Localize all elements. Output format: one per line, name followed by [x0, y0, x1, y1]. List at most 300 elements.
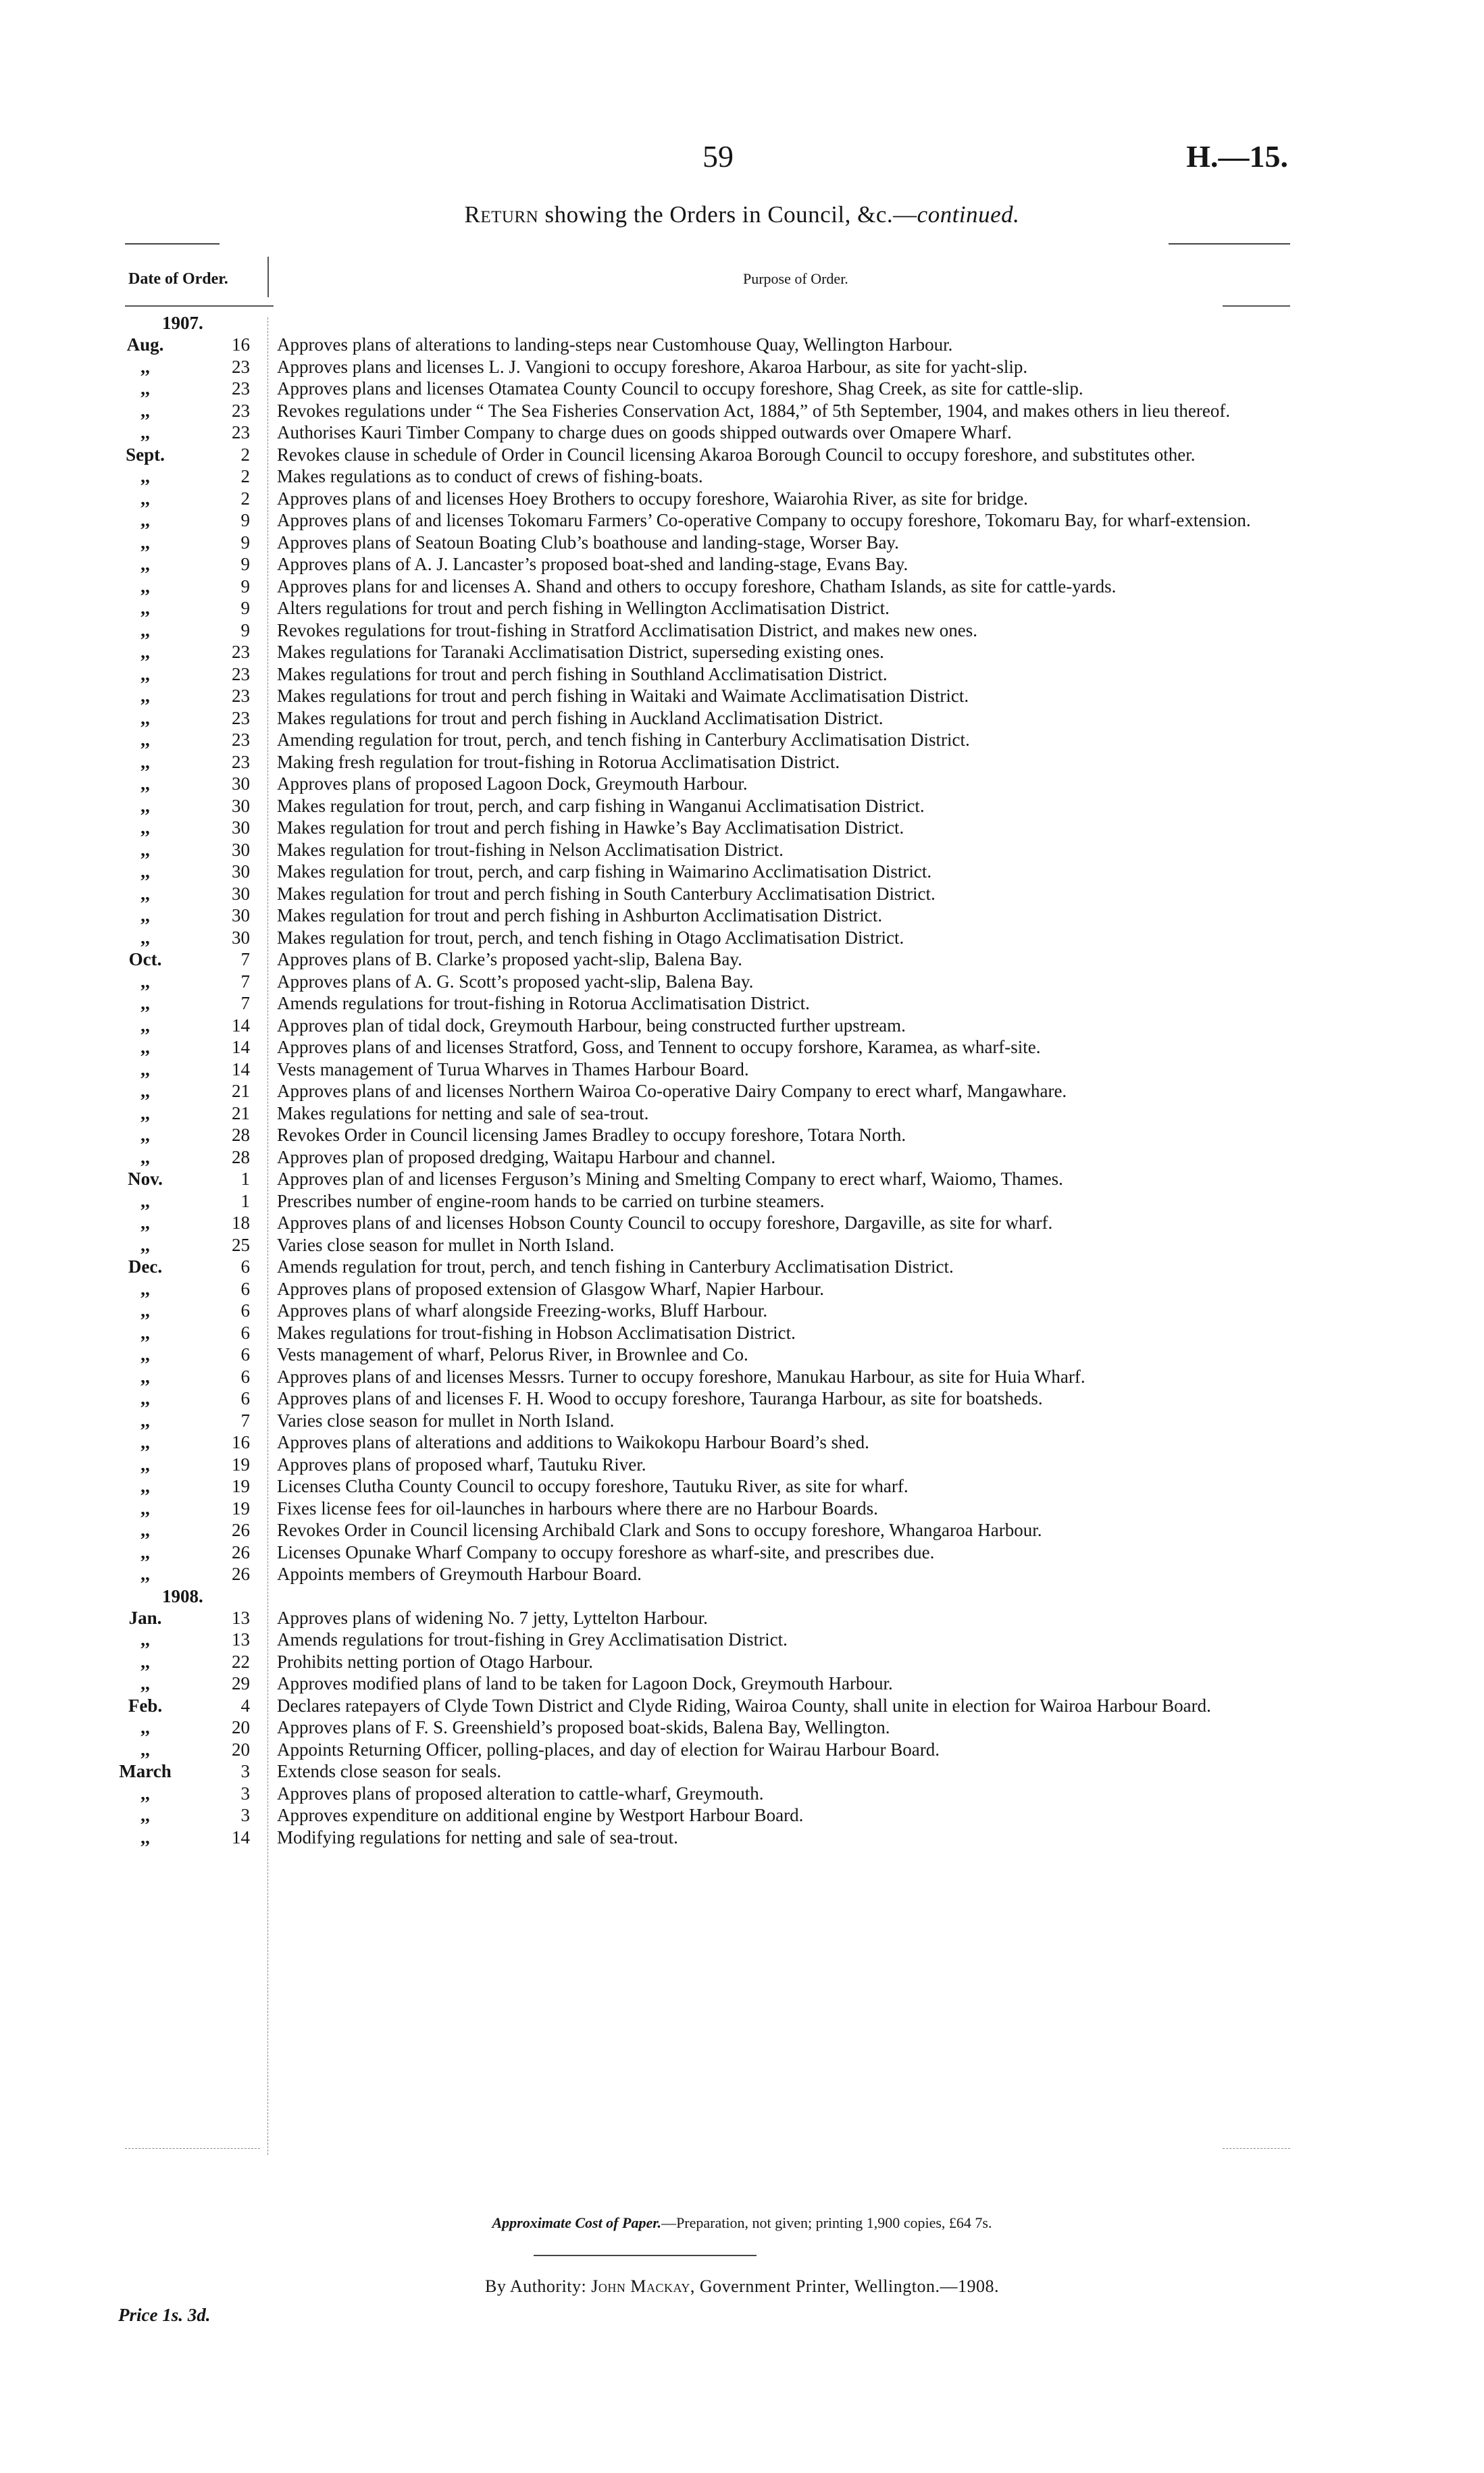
order-day: 6: [240, 1322, 250, 1343]
order-month: ,,: [140, 905, 150, 925]
order-purpose: Approves plans of proposed extension of Glasgow Wharf, Napier Harbour.: [277, 1278, 825, 1299]
order-purpose: Makes regulations for trout-fishing in Hobson Acclimatisation District.: [277, 1322, 796, 1343]
order-month: ,,: [140, 1015, 150, 1036]
header-rule-left: [125, 243, 220, 245]
order-day: 23: [232, 356, 250, 377]
order-month: ,,: [140, 356, 150, 377]
order-purpose: Appoints Returning Officer, polling-places, and day of election for Wairau Harbour Board.: [277, 1739, 940, 1760]
order-day: 23: [232, 422, 250, 442]
order-day: 21: [232, 1102, 250, 1123]
order-month: ,,: [140, 422, 150, 442]
order-purpose: Fixes license fees for oil-launches in harbours where there are no Harbour Boards.: [277, 1498, 878, 1519]
order-row: [0, 1475, 1484, 1498]
column-header-purpose: Purpose of Order.: [743, 270, 848, 287]
cost-text: —Preparation, not given; printing 1,900 copies, £64 7s.: [661, 2214, 992, 2231]
order-day: 7: [240, 971, 250, 992]
order-row: [0, 1366, 1484, 1388]
order-month: ,,: [140, 576, 150, 596]
order-month: ,,: [140, 993, 150, 1013]
order-row: [0, 400, 1484, 422]
order-row: [0, 1541, 1484, 1564]
order-day: 26: [232, 1564, 250, 1584]
order-row: [0, 904, 1484, 927]
order-day: 9: [240, 598, 250, 618]
order-month: ,,: [140, 707, 150, 728]
order-month: Aug.: [126, 334, 164, 355]
order-day: 9: [240, 554, 250, 574]
order-purpose: Approves plans of A. G. Scott’s proposed yacht-slip, Balena Bay.: [277, 971, 754, 992]
order-day: 13: [232, 1607, 250, 1628]
order-month: ,,: [140, 773, 150, 794]
order-purpose: Revokes Order in Council licensing Archibald Clark and Sons to occupy foreshore, Whangaroa Harbour.: [277, 1520, 1042, 1540]
order-month: ,,: [140, 1388, 150, 1408]
order-month: ,,: [140, 861, 150, 882]
order-row: [0, 576, 1484, 598]
order-row: [0, 1124, 1484, 1146]
order-month: March: [119, 1761, 172, 1781]
order-day: 30: [232, 817, 250, 838]
authority-suffix: , Government Printer, Wellington.—1908.: [690, 2276, 999, 2296]
order-purpose: Varies close season for mullet in North Island.: [277, 1410, 615, 1431]
order-month: ,,: [140, 1410, 150, 1431]
order-month: ,,: [140, 554, 150, 574]
order-month: ,,: [140, 1541, 150, 1562]
order-purpose: Extends close season for seals.: [277, 1761, 502, 1781]
order-day: 6: [240, 1300, 250, 1321]
order-day: 6: [240, 1344, 250, 1365]
order-row: [0, 751, 1484, 773]
order-purpose: Approves plans of and licenses F. H. Wood to occupy foreshore, Tauranga Harbour, as site for boatsheds.: [277, 1388, 1043, 1408]
order-row: [0, 532, 1484, 554]
order-row: [0, 1300, 1484, 1322]
order-day: 20: [232, 1739, 250, 1760]
order-purpose: Approves plans of alterations and additions to Waikokopu Harbour Board’s shed.: [277, 1432, 869, 1452]
order-row: [0, 1234, 1484, 1256]
order-row: [0, 971, 1484, 993]
header-underline-left: [125, 305, 274, 307]
order-purpose: Makes regulations for trout and perch fishing in Southland Acclimatisation District.: [277, 663, 888, 684]
order-row: [0, 1695, 1484, 1717]
order-row: [0, 1080, 1484, 1102]
order-purpose: Makes regulations for trout and perch fishing in Waitaki and Waimate Acclimatisation District.: [277, 686, 969, 706]
order-row: [0, 1804, 1484, 1827]
order-month: ,,: [140, 1102, 150, 1123]
order-month: ,,: [140, 1300, 150, 1321]
order-month: ,,: [140, 686, 150, 706]
order-purpose: Makes regulation for trout, perch, and carp fishing in Wanganui Acclimatisation District.: [277, 795, 925, 816]
order-month: ,,: [140, 1717, 150, 1737]
year-heading: [0, 1585, 1484, 1607]
order-purpose: Licenses Opunake Wharf Company to occupy foreshore as wharf-site, and prescribes due.: [277, 1541, 935, 1562]
order-purpose: Approves plans of wharf alongside Freezing-works, Bluff Harbour.: [277, 1300, 768, 1321]
order-month: ,,: [140, 1059, 150, 1079]
order-month: ,,: [140, 1278, 150, 1299]
order-day: 29: [232, 1673, 250, 1693]
order-purpose: Approves plans of alterations to landing-steps near Customhouse Quay, Wellington Harbour.: [277, 334, 953, 355]
order-day: 14: [232, 1059, 250, 1079]
order-month: Sept.: [126, 444, 165, 465]
printer-name: John Mackay: [591, 2276, 690, 2296]
order-day: 7: [240, 949, 250, 969]
order-month: ,,: [140, 400, 150, 421]
order-purpose: Approves plans and licenses L. J. Vangioni to occupy foreshore, Akaroa Harbour, as site for yacht-slip.: [277, 356, 1028, 377]
order-purpose: Makes regulation for trout and perch fishing in South Canterbury Acclimatisation District.: [277, 883, 936, 904]
order-row: [0, 1190, 1484, 1213]
order-row: [0, 1760, 1484, 1783]
order-purpose: Approves plans for and licenses A. Shand and others to occupy foreshore, Chatham Islands, as site for cattle-yards.: [277, 576, 1117, 596]
order-purpose: Vests management of wharf, Pelorus River, in Brownlee and Co.: [277, 1344, 748, 1365]
order-day: 9: [240, 510, 250, 530]
header-underline-right: [1223, 305, 1290, 307]
cost-label: Approximate Cost of Paper.: [492, 2214, 662, 2231]
order-day: 18: [232, 1213, 250, 1233]
order-month: ,,: [140, 1234, 150, 1255]
order-row: [0, 1454, 1484, 1476]
order-day: 7: [240, 1410, 250, 1431]
order-day: 9: [240, 619, 250, 640]
order-row: [0, 597, 1484, 619]
title-body: showing the Orders in Council, &c.—: [538, 201, 917, 228]
order-purpose: Approves plans of proposed wharf, Tautuku River.: [277, 1454, 646, 1475]
order-purpose: Approves plan of tidal dock, Greymouth Harbour, being constructed further upstream.: [277, 1015, 906, 1036]
authority-line: [0, 2276, 1484, 2297]
order-month: ,,: [140, 1783, 150, 1804]
title-lead: Return: [464, 201, 539, 228]
order-day: 21: [232, 1081, 250, 1101]
order-row: [0, 1168, 1484, 1190]
order-day: 23: [232, 730, 250, 750]
order-row: [0, 641, 1484, 663]
order-day: 2: [240, 488, 250, 509]
order-month: ,,: [140, 1190, 150, 1211]
order-purpose: Alters regulations for trout and perch fishing in Wellington Acclimatisation District.: [277, 598, 890, 618]
order-day: 14: [232, 1015, 250, 1036]
order-month: ,,: [140, 1651, 150, 1672]
order-day: 30: [232, 861, 250, 882]
order-row: [0, 1607, 1484, 1629]
order-day: 25: [232, 1234, 250, 1255]
order-purpose: Approves plans of proposed Lagoon Dock, Greymouth Harbour.: [277, 773, 748, 794]
order-purpose: Approves plans of and licenses Hobson County Council to occupy foreshore, Dargaville, as site for wharf.: [277, 1213, 1053, 1233]
order-day: 30: [232, 905, 250, 925]
order-row: [0, 378, 1484, 400]
order-month: ,,: [140, 883, 150, 904]
order-day: 23: [232, 378, 250, 399]
order-purpose: Makes regulations for Taranaki Acclimatisation District, superseding existing ones.: [277, 642, 884, 662]
order-row: [0, 1212, 1484, 1234]
order-row: [0, 1673, 1484, 1695]
order-month: ,,: [140, 795, 150, 816]
order-month: ,,: [140, 1520, 150, 1540]
order-row: [0, 817, 1484, 839]
order-day: 30: [232, 883, 250, 904]
order-row: [0, 1739, 1484, 1761]
order-month: ,,: [140, 1805, 150, 1825]
order-day: 3: [240, 1805, 250, 1825]
order-day: 9: [240, 576, 250, 596]
order-purpose: Modifying regulations for netting and sale of sea-trout.: [277, 1827, 678, 1847]
order-month: ,,: [140, 663, 150, 684]
order-day: 19: [232, 1454, 250, 1475]
order-row: [0, 1563, 1484, 1585]
order-purpose: Approves plans and licenses Otamatea County Council to occupy foreshore, Shag Creek, as site for cattle-slip.: [277, 378, 1083, 399]
order-row: [0, 707, 1484, 730]
order-row: [0, 1827, 1484, 1849]
order-day: 23: [232, 642, 250, 662]
order-month: ,,: [140, 510, 150, 530]
order-row: [0, 839, 1484, 861]
year-label: 1908.: [162, 1585, 203, 1606]
order-purpose: Prohibits netting portion of Otago Harbour.: [277, 1651, 593, 1672]
order-row: [0, 1146, 1484, 1169]
order-day: 3: [240, 1783, 250, 1804]
order-day: 19: [232, 1498, 250, 1519]
order-month: ,,: [140, 598, 150, 618]
authority-rule: [534, 2255, 757, 2256]
order-purpose: Makes regulation for trout, perch, and carp fishing in Waimarino Acclimatisation District.: [277, 861, 932, 882]
order-day: 30: [232, 795, 250, 816]
price-label: Price 1s. 3d.: [118, 2305, 211, 2325]
order-day: 30: [232, 927, 250, 948]
order-row: [0, 1410, 1484, 1432]
order-day: 26: [232, 1520, 250, 1540]
order-month: Nov.: [128, 1169, 163, 1189]
order-day: 30: [232, 839, 250, 860]
order-purpose: Approves plans of and licenses Northern Wairoa Co-operative Dairy Company to erect wharf, Mangawhare.: [277, 1081, 1067, 1101]
order-purpose: Makes regulation for trout and perch fishing in Ashburton Acclimatisation District.: [277, 905, 883, 925]
order-row: [0, 1651, 1484, 1673]
order-day: 14: [232, 1037, 250, 1057]
order-row: [0, 334, 1484, 356]
order-month: ,,: [140, 751, 150, 772]
order-row: [0, 685, 1484, 707]
order-day: 23: [232, 400, 250, 421]
order-purpose: Approves plans of and licenses Stratford, Goss, and Tennent to occupy forshore, Karamea, as wharf-site.: [277, 1037, 1041, 1057]
order-month: ,,: [140, 1629, 150, 1650]
order-month: ,,: [140, 1673, 150, 1693]
order-month: ,,: [140, 532, 150, 553]
order-purpose: Approves plan of proposed dredging, Waitapu Harbour and channel.: [277, 1146, 776, 1167]
order-day: 6: [240, 1388, 250, 1408]
order-row: [0, 729, 1484, 751]
order-month: ,,: [140, 488, 150, 509]
order-row: [0, 465, 1484, 488]
order-month: ,,: [140, 927, 150, 948]
order-day: 28: [232, 1146, 250, 1167]
order-month: Feb.: [128, 1695, 163, 1716]
order-row: [0, 948, 1484, 971]
page-number: 59: [702, 139, 734, 174]
order-row: [0, 1322, 1484, 1344]
order-row: [0, 422, 1484, 444]
order-month: ,,: [140, 1454, 150, 1475]
order-purpose: Approves plans of and licenses Messrs. Turner to occupy foreshore, Manukau Harbour, as site for Huia Wharf.: [277, 1366, 1085, 1387]
order-day: 7: [240, 993, 250, 1013]
order-purpose: Amends regulation for trout, perch, and tench fishing in Canterbury Acclimatisation District.: [277, 1256, 954, 1277]
order-day: 2: [240, 466, 250, 486]
order-row: [0, 992, 1484, 1015]
order-month: Dec.: [128, 1256, 163, 1277]
order-purpose: Prescribes number of engine-room hands to be carried on turbine steamers.: [277, 1190, 825, 1211]
order-day: 23: [232, 707, 250, 728]
order-row: [0, 1629, 1484, 1651]
order-day: 16: [232, 334, 250, 355]
order-month: Jan.: [128, 1607, 162, 1628]
order-purpose: Declares ratepayers of Clyde Town District and Clyde Riding, Wairoa County, shall unite in election for Wairoa Harbour Board.: [277, 1695, 1211, 1716]
order-row: [0, 488, 1484, 510]
order-purpose: Makes regulation for trout, perch, and tench fishing in Otago Acclimatisation District.: [277, 927, 904, 948]
order-purpose: Amending regulation for trout, perch, and tench fishing in Canterbury Acclimatisation District.: [277, 730, 970, 750]
order-row: [0, 883, 1484, 905]
order-row: [0, 1431, 1484, 1454]
order-day: 6: [240, 1366, 250, 1387]
order-row: [0, 1519, 1484, 1541]
order-day: 26: [232, 1541, 250, 1562]
order-row: [0, 927, 1484, 949]
order-purpose: Amends regulations for trout-fishing in Rotorua Acclimatisation District.: [277, 993, 810, 1013]
order-day: 23: [232, 751, 250, 772]
table-bottom-rule-left: [125, 2148, 260, 2149]
order-purpose: Approves plans of Seatoun Boating Club’s boathouse and landing-stage, Worser Bay.: [277, 532, 899, 553]
order-month: ,,: [140, 1432, 150, 1452]
order-purpose: Varies close season for mullet in North Island.: [277, 1234, 615, 1255]
order-month: ,,: [140, 1213, 150, 1233]
order-month: ,,: [140, 1037, 150, 1057]
order-day: 2: [240, 444, 250, 465]
order-purpose: Authorises Kauri Timber Company to charge dues on goods shipped outwards over Omapere Wharf.: [277, 422, 1012, 442]
order-day: 1: [240, 1169, 250, 1189]
order-row: [0, 773, 1484, 795]
document-reference: H.—15.: [1186, 139, 1288, 174]
orders-table: [0, 312, 1484, 1848]
order-row: [0, 795, 1484, 817]
order-month: ,,: [140, 1081, 150, 1101]
order-purpose: Approves plans of proposed alteration to cattle-wharf, Greymouth.: [277, 1783, 764, 1804]
order-purpose: Makes regulation for trout-fishing in Nelson Acclimatisation District.: [277, 839, 784, 860]
order-month: ,,: [140, 1366, 150, 1387]
order-month: ,,: [140, 466, 150, 486]
order-purpose: Approves plans of B. Clarke’s proposed yacht-slip, Balena Bay.: [277, 949, 742, 969]
order-day: 3: [240, 1761, 250, 1781]
order-day: 30: [232, 773, 250, 794]
order-purpose: Approves plans of F. S. Greenshield’s proposed boat-skids, Balena Bay, Wellington.: [277, 1717, 890, 1737]
authority-prefix: By Authority:: [485, 2276, 592, 2296]
order-day: 28: [232, 1125, 250, 1145]
order-purpose: Approves plans of and licenses Hoey Brothers to occupy foreshore, Waiarohia River, as site for bridge.: [277, 488, 1028, 509]
order-purpose: Amends regulations for trout-fishing in Grey Acclimatisation District.: [277, 1629, 788, 1650]
page-title: [0, 201, 1484, 228]
order-row: [0, 619, 1484, 642]
order-month: ,,: [140, 730, 150, 750]
order-row: [0, 444, 1484, 466]
order-row: [0, 1059, 1484, 1081]
order-row: [0, 1102, 1484, 1125]
order-day: 20: [232, 1717, 250, 1737]
order-day: 1: [240, 1190, 250, 1211]
order-day: 23: [232, 663, 250, 684]
order-month: ,,: [140, 619, 150, 640]
order-month: ,,: [140, 839, 150, 860]
cost-note: [0, 2214, 1484, 2232]
order-purpose: Approves plans of and licenses Tokomaru Farmers’ Co-operative Company to occupy foreshore, Tokomaru Bay, for wharf-extension.: [277, 510, 1251, 530]
order-month: ,,: [140, 642, 150, 662]
order-day: 6: [240, 1256, 250, 1277]
order-purpose: Makes regulations as to conduct of crews of fishing-boats.: [277, 466, 703, 486]
order-row: [0, 663, 1484, 686]
header-rule-right: [1169, 243, 1290, 245]
order-purpose: Revokes clause in schedule of Order in Council licensing Akaroa Borough Council to occupy foreshore, and substitutes other.: [277, 444, 1196, 465]
order-purpose: Vests management of Turua Wharves in Thames Harbour Board.: [277, 1059, 749, 1079]
order-row: [0, 861, 1484, 883]
order-row: [0, 1256, 1484, 1278]
order-purpose: Revokes Order in Council licensing James Bradley to occupy foreshore, Totara North.: [277, 1125, 906, 1145]
year-heading: [0, 312, 1484, 334]
order-day: 16: [232, 1432, 250, 1452]
column-header-date: Date of Order.: [128, 270, 228, 288]
order-month: ,,: [140, 1476, 150, 1496]
order-row: [0, 509, 1484, 532]
order-day: 23: [232, 686, 250, 706]
order-month: ,,: [140, 1344, 150, 1365]
order-purpose: Approves plans of A. J. Lancaster’s proposed boat-shed and landing-stage, Evans Bay.: [277, 554, 909, 574]
order-month: ,,: [140, 1827, 150, 1847]
table-bottom-rule-right: [1223, 2148, 1290, 2149]
order-month: ,,: [140, 1564, 150, 1584]
order-purpose: Licenses Clutha County Council to occupy foreshore, Tautuku River, as site for wharf.: [277, 1476, 909, 1496]
order-purpose: Making fresh regulation for trout-fishing in Rotorua Acclimatisation District.: [277, 751, 840, 772]
order-day: 14: [232, 1827, 250, 1847]
order-row: [0, 1344, 1484, 1366]
order-month: ,,: [140, 378, 150, 399]
order-month: ,,: [140, 1322, 150, 1343]
order-purpose: Approves expenditure on additional engine by Westport Harbour Board.: [277, 1805, 804, 1825]
order-row: [0, 1015, 1484, 1037]
order-purpose: Revokes regulations for trout-fishing in Stratford Acclimatisation District, and makes new ones.: [277, 619, 978, 640]
order-purpose: Makes regulation for trout and perch fishing in Hawke’s Bay Acclimatisation District.: [277, 817, 904, 838]
order-purpose: Approves plan of and licenses Ferguson’s Mining and Smelting Company to erect wharf, Waiomo, Thames.: [277, 1169, 1063, 1189]
order-purpose: Revokes regulations under “ The Sea Fisheries Conservation Act, 1884,” of 5th September, 1904, and makes others in lieu thereof.: [277, 400, 1231, 421]
order-month: ,,: [140, 817, 150, 838]
order-day: 22: [232, 1651, 250, 1672]
order-month: ,,: [140, 1125, 150, 1145]
order-row: [0, 356, 1484, 378]
order-row: [0, 1783, 1484, 1805]
order-day: 19: [232, 1476, 250, 1496]
order-month: ,,: [140, 1739, 150, 1760]
year-label: 1907.: [162, 313, 203, 333]
order-day: 4: [240, 1695, 250, 1716]
order-month: ,,: [140, 1146, 150, 1167]
order-row: [0, 1716, 1484, 1739]
order-day: 13: [232, 1629, 250, 1650]
title-continued: continued.: [917, 201, 1020, 228]
order-day: 6: [240, 1278, 250, 1299]
order-row: [0, 1036, 1484, 1059]
order-purpose: Approves plans of widening No. 7 jetty, Lyttelton Harbour.: [277, 1607, 708, 1628]
order-month: ,,: [140, 1498, 150, 1519]
order-month: Oct.: [128, 949, 162, 969]
order-purpose: Approves modified plans of land to be taken for Lagoon Dock, Greymouth Harbour.: [277, 1673, 893, 1693]
order-row: [0, 553, 1484, 576]
order-row: [0, 1498, 1484, 1520]
column-header-separator: [267, 257, 269, 297]
order-purpose: Makes regulations for netting and sale of sea-trout.: [277, 1102, 649, 1123]
order-row: [0, 1278, 1484, 1300]
order-day: 9: [240, 532, 250, 553]
order-row: [0, 1387, 1484, 1410]
order-purpose: Makes regulations for trout and perch fishing in Auckland Acclimatisation District.: [277, 707, 884, 728]
order-month: ,,: [140, 971, 150, 992]
